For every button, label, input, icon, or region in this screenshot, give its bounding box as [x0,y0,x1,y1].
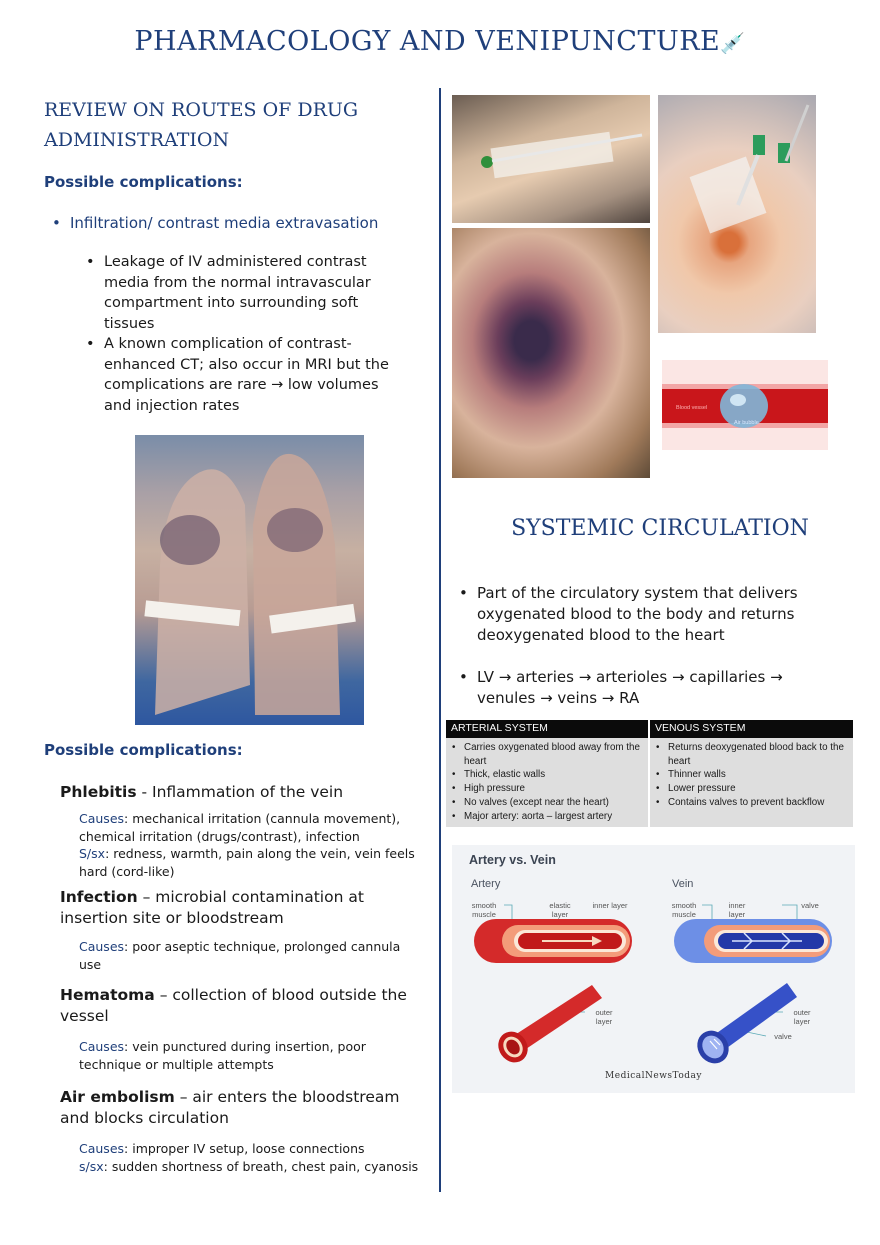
table-item: • Lower pressure [654,782,849,796]
list-item: • Infiltration/ contrast media extravasation [50,213,420,234]
ssx-label: S/sx [79,846,106,861]
section-title-line-2: ADMINISTRATION [44,129,230,151]
photo-bruised-arm [452,228,650,478]
table-cell-arterial [446,738,649,827]
causes-label: Causes [79,1141,125,1156]
hematoma-entry [60,985,420,1027]
artery-vein-table [446,720,853,827]
air-embolism-details [79,1140,439,1175]
section-title-routes [44,95,358,155]
table-header-venous: VENOUS SYSTEM [649,720,853,738]
complications-heading: Possible complications: [44,173,243,191]
table-item: • Returns deoxygenated blood back to the heart [654,741,849,769]
table-item: • Thick, elastic walls [450,768,644,782]
term-air-embolism: Air embolism [60,1088,175,1106]
section-title-systemic: SYSTEMIC CIRCULATION [511,516,809,541]
photo-iv-site-redness [658,95,816,333]
photo-iv-cannula-arm [452,95,650,223]
artery-label: Artery [471,878,501,890]
table-item: • High pressure [450,782,644,796]
part-label: smooth muscle [471,901,497,919]
air-embolism-svg [662,360,828,450]
part-label: smooth muscle [671,901,697,919]
part-label: outer layer [595,1008,613,1026]
air-embolism-entry [60,1087,420,1129]
table-item: • Contains valves to prevent backflow [654,796,849,810]
infection-entry [60,887,420,929]
causes-label: Causes [79,1039,125,1054]
hematoma-details [79,1038,389,1073]
definition-phlebitis: - Inflammation of the vein [136,783,344,801]
vessel-label: Blood vessel [676,405,708,411]
bubble-label: Air bubble [734,420,759,426]
table-item: • Major artery: aorta – largest artery [450,810,644,824]
infection-details [79,938,424,973]
definition-hematoma: – collection of blood outside the vessel [60,986,407,1025]
table-item: • Carries oxygenated blood away from the heart [450,741,644,769]
column-divider [439,88,441,1192]
part-label: elastic layer [549,901,571,919]
circulation-bullets [457,583,827,709]
section-title-line-1: REVIEW ON ROUTES OF DRUG [44,99,359,121]
artery-vein-svg [452,845,855,1093]
part-label: outer layer [793,1008,811,1026]
illustration-air-embolism [662,360,828,450]
syringe-icon: 💉 [720,31,746,55]
definition-infection: – microbial contamination at insertion site or bloodstream [60,888,364,927]
table-item: • No valves (except near the heart) [450,796,644,810]
artery-vein-diagram [452,845,855,1093]
table-cell-venous [649,738,853,827]
term-phlebitis: Phlebitis [60,783,137,801]
part-label: inner layer [592,901,628,910]
hands-illustration [135,435,364,725]
term-hematoma: Hematoma [60,986,155,1004]
ssx-text: : redness, warmth, pain along the vein, vein feels hard (cord-like) [79,846,415,879]
causes-text: : poor aseptic technique, prolonged cannula use [79,939,401,972]
part-label: inner layer [728,901,746,919]
phlebitis-details [79,810,424,880]
causes-text: : improper IV setup, loose connections [124,1141,365,1156]
iv-site-illustration [658,95,816,333]
ssx-label: s/sx [79,1158,104,1174]
iv-arm-illustration [452,95,650,223]
definition-air-embolism: – air enters the bloodstream and blocks circulation [60,1088,400,1127]
sub-bullet-list [84,252,404,416]
part-label: valve [801,901,819,910]
bullet-list-main [50,213,420,234]
list-item: • LV → arteries → arterioles → capillaries → venules → veins → RA [457,667,827,709]
complications-heading-2: Possible complications: [44,741,243,759]
list-item: • Part of the circulatory system that delivers oxygenated blood to the body and returns deoxygenated blood to the heart [457,583,827,646]
diagram-title: Artery vs. Vein [469,853,556,867]
table-item: • Thinner walls [654,768,849,782]
page-title-text: PHARMACOLOGY AND VENIPUNCTURE [134,26,721,57]
part-label: valve [774,1032,792,1041]
causes-label: Causes [79,939,125,954]
causes-text: : vein punctured during insertion, poor technique or multiple attempts [79,1039,366,1072]
ssx-text: : sudden shortness of breath, chest pain, cyanosis [103,1158,419,1174]
term-infection: Infection [60,888,138,906]
page-title [0,26,880,57]
diagram-brand: MedicalNewsToday [605,1071,702,1081]
causes-text: : mechanical irritation (cannula movement), chemical irritation (drugs/contrast), infection [79,811,401,844]
phlebitis-entry [60,782,420,803]
table-header-arterial: ARTERIAL SYSTEM [446,720,649,738]
photo-hands-bruising [135,435,364,725]
vein-label: Vein [672,878,694,890]
list-item: • Leakage of IV administered contrast media from the normal intravascular compartment into surrounding soft tissues [84,252,404,334]
causes-label: Causes [79,811,125,826]
list-item: • A known complication of contrast-enhanced CT; also occur in MRI but the complications are rare → low volumes and injection rates [84,334,404,416]
